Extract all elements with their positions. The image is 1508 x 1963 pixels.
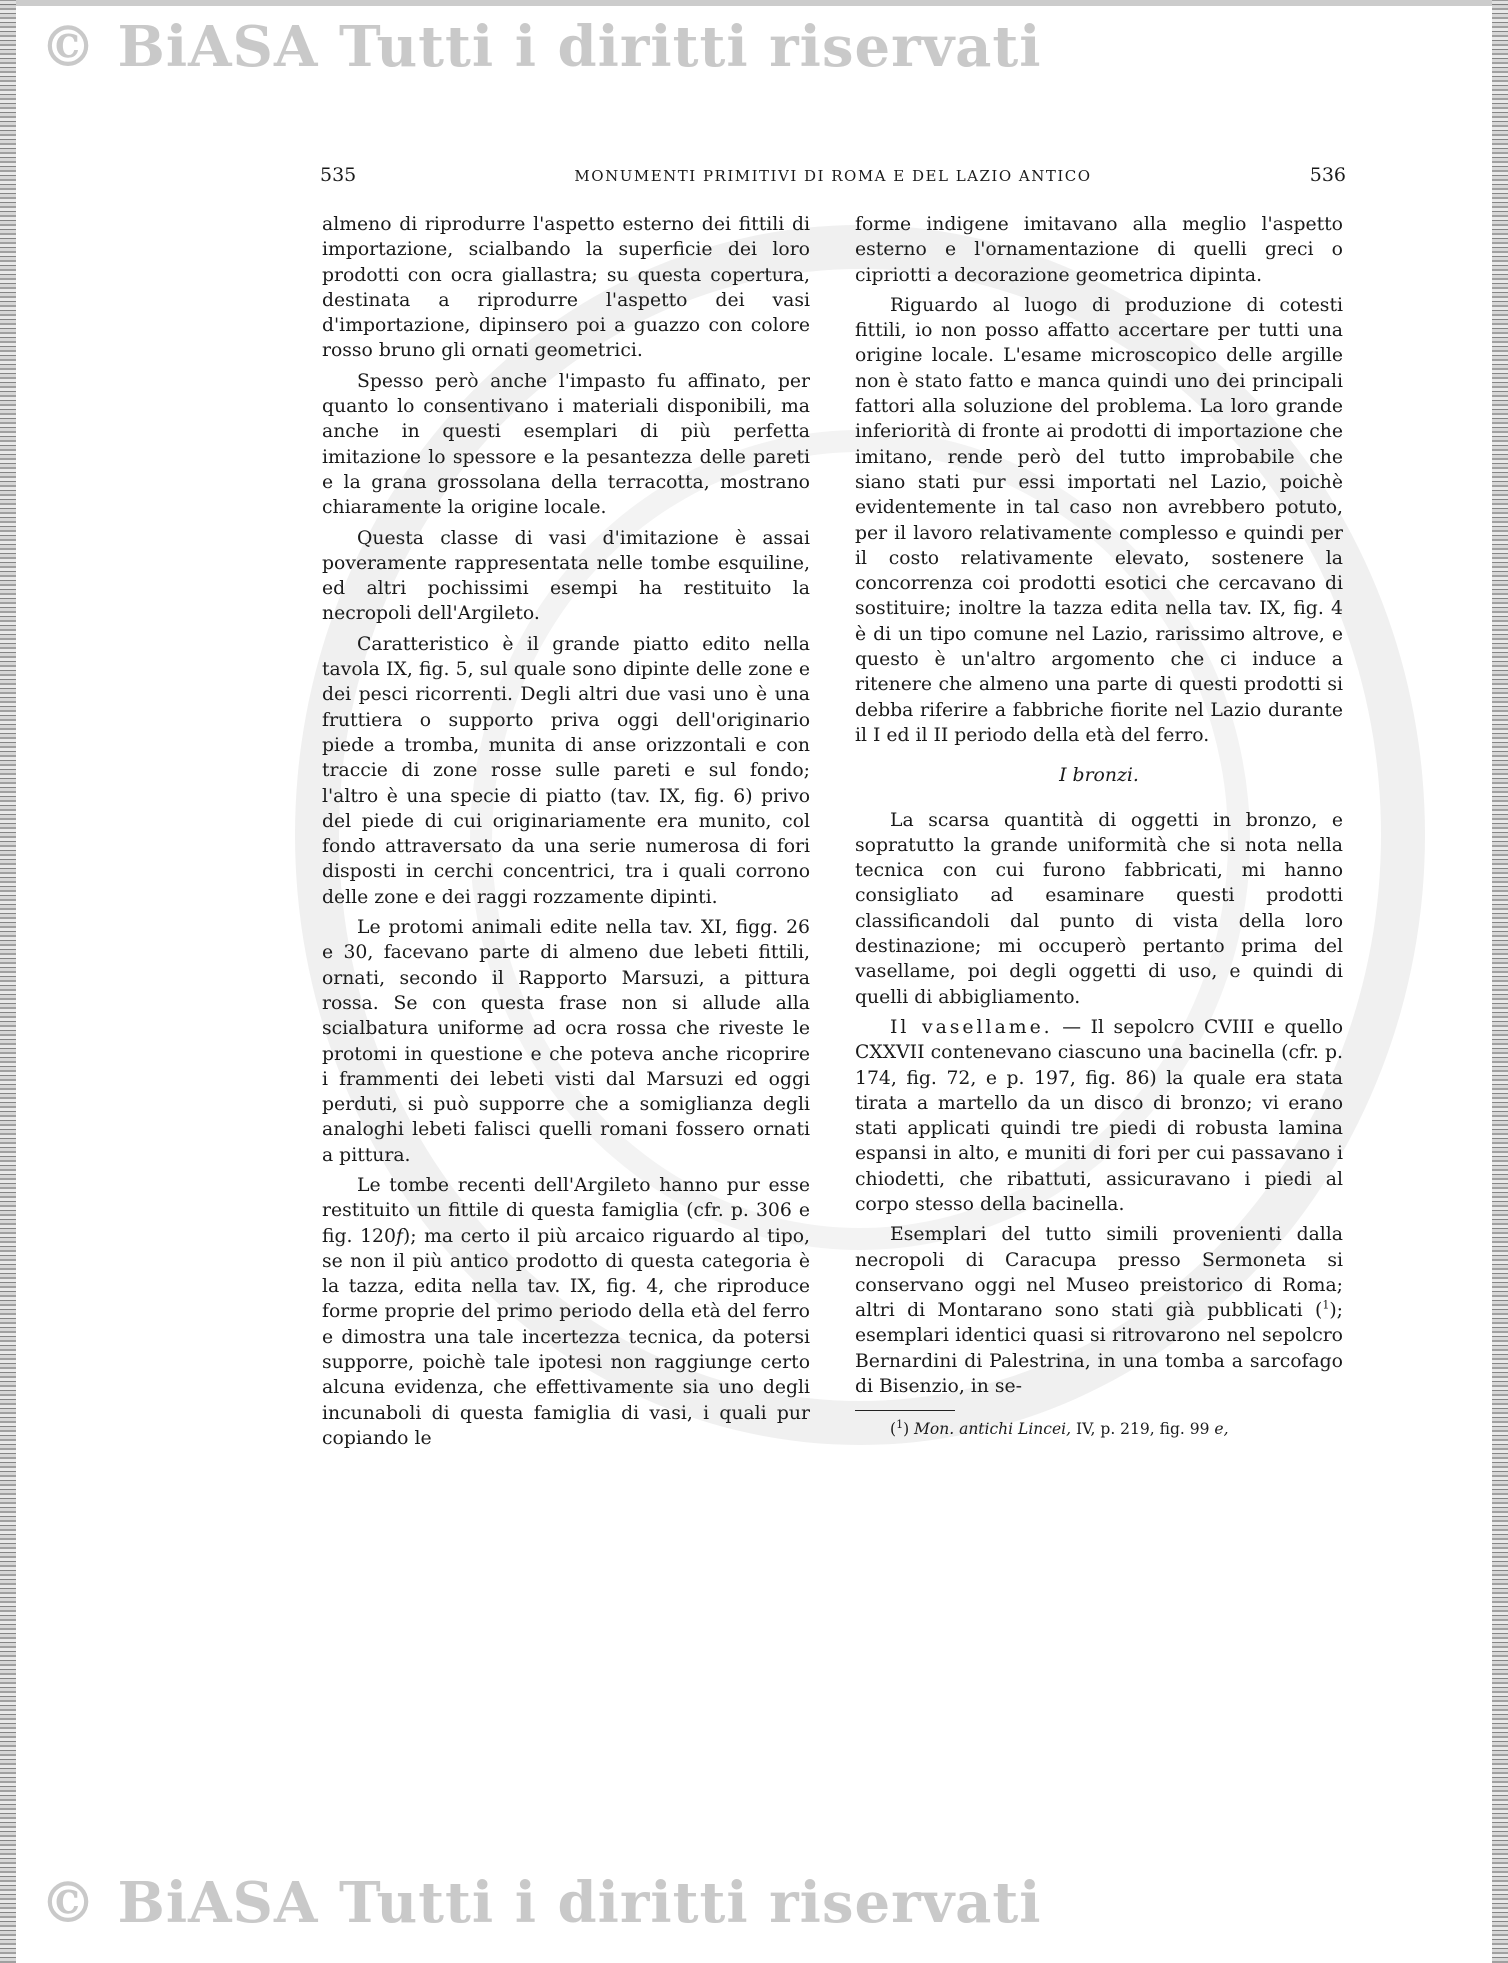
right-paragraph-2: Riguardo al luogo di produzione di cotesti fittili, io non posso affatto accertare per tutti una origine locale. L'esame microscopico delle argille non è stato fatto e manca quindi uno dei principali fattori alla soluzione del problema. La loro grande inferiorità di fronte ai prodotti di importazione che imitano, rende però del tutto improbabile che siano stati pur essi importati nel Lazio, poichè evidentemente in tal caso non avrebbero potuto, per il lavoro relativamente complesso e quindi per il costo relativamente elevato, sostenere la concorrenza coi prodotti esotici che cercavano di sostituire; inoltre la tazza edita nella tav. IX, fig. 4 è di un tipo comune nel Lazio, rarissimo altrove, e questo è un'altro argomento che ci induce a ritenere che almeno una parte di questi prodotti si debba riferire a fabbriche fiorite nel Lazio durante il I ed il II periodo della età del ferro. bbox=[855, 294, 1343, 746]
left-paragraph-2: Spesso però anche l'impasto fu affinato, per quanto lo consentivano i materiali disponibili, ma anche in questi esemplari di più perfetta imitazione lo spessore e la pesantezza delle pareti e la grana grossolana della terracotta, mostrano chiaramente la origine locale. bbox=[322, 370, 810, 519]
right-paragraph-5-start: Esemplari del tutto simili provenienti dalla necropoli di Caracupa presso Sermoneta si conservano oggi nel Museo preistorico di Roma; altri di Montarano sono stati già pubblicati ( bbox=[855, 1224, 1343, 1322]
footnote-letter: e, bbox=[1214, 1420, 1229, 1439]
scan-top-edge bbox=[0, 0, 1508, 6]
fig-letter: f bbox=[395, 1225, 403, 1247]
footnote-marker: 1 bbox=[896, 1418, 904, 1432]
right-paragraph-5-end: ); esemplari identici quasi si ritrovarono nel sepolcro Bernardini di Palestrina, in una tomba a sarcofago di Bisenzio, in se- bbox=[855, 1300, 1343, 1398]
footnote-rule bbox=[855, 1410, 955, 1411]
right-paragraph-5 bbox=[855, 1222, 1343, 1399]
right-paragraph-3: La scarsa quantità di oggetti in bronzo, e sopratutto la grande uniformità che si nota nella tecnica con cui furono fabbricati, mi hanno consigliato ad esaminare questi prodotti classificandoli dal punto di vista della loro destinazione; mi occuperò pertanto prima del vasellame, poi degli oggetti di uso, e quindi di quelli di abbigliamento. bbox=[855, 809, 1343, 1008]
section-title-bronzi: I bronzi. bbox=[1059, 765, 1139, 787]
footnote-citation: IV, p. 219, fig. 99 bbox=[1071, 1420, 1215, 1439]
left-paragraph-1: almeno di riprodurre l'aspetto esterno dei fittili di importazione, scialbando la superficie dei loro prodotti con ocra giallastra; su questa copertura, destinata a riprodurre l'aspetto dei vasi d'importazione, dipinsero poi a guazzo con colore rosso bruno gli ornati geometrici. bbox=[322, 214, 810, 362]
running-header bbox=[320, 164, 1346, 192]
running-title: MONUMENTI PRIMITIVI DI ROMA E DEL LAZIO ANTICO bbox=[574, 167, 1092, 185]
scan-left-edge bbox=[0, 0, 16, 1963]
footnote-ref[interactable]: 1 bbox=[1322, 1298, 1330, 1312]
left-paragraph-6-start: Le tombe recenti dell'Argileto hanno pur esse restituito un fittile di questa famiglia (cfr. p. 306 e fig. 120 bbox=[322, 1174, 810, 1247]
right-paragraph-4-text: — Il sepolcro CVIII e quello CXXVII contenevano ciascuno una bacinella (cfr. p. 174, fig. 72, e p. 197, fig. 86) la quale era stata tirata a martello da un disco di bronzo; vi erano stati applicati quindi tre piedi di robusta lamina espansi in alto, e muniti di fori per cui passavano i chiodetti, che ribattuti, assicuravano i piedi al corpo stesso della bacinella. bbox=[855, 1016, 1343, 1215]
right-column bbox=[855, 212, 1343, 1444]
left-paragraph-4: Caratteristico è il grande piatto edito nella tavola IX, fig. 5, sul quale sono dipinte delle zone e dei pesci ricorrenti. Degli altri due vasi uno è una fruttiera o supporto priva oggi dell'originario piede a tromba, munita di anse orizzontali e con traccie di zone rosse sulle pareti e sul fondo; l'altro è una specie di piatto (tav. IX, fig. 6) privo del piede di cui originariamente era munito, col fondo attraversato da una serie numerosa di fori disposti in cerchi concentrici, tra i quali corrono delle zone e dei raggi rozzamente dipinti. bbox=[322, 633, 810, 908]
scan-right-edge bbox=[1492, 0, 1508, 1963]
left-column bbox=[322, 212, 810, 1456]
right-paragraph-1: forme indigene imitavano alla meglio l'aspetto esterno e l'ornamentazione di quelli greci o cipriotti a decorazione geometrica dipinta. bbox=[855, 214, 1343, 286]
left-paragraph-5: Le protomi animali edite nella tav. XI, figg. 26 e 30, facevano parte di almeno due lebeti fittili, ornati, secondo il Rapporto Marsuzi, a pittura rossa. Se con questa frase non si allude alla scialbatura uniforme ad ocra rossa che riveste le protomi in questione e che poteva anche ricoprire i frammenti dei lebeti visti dal Marsuzi ed oggi perduti, si può supporre che a somiglianza degli analoghi lebeti falisci quelli romani fossero ornati a pittura. bbox=[322, 917, 810, 1166]
footnote-source: Mon. antichi Lincei, bbox=[914, 1420, 1072, 1439]
page-number-right: 536 bbox=[1309, 164, 1346, 186]
subsection-vasellame: Il vasellame. bbox=[890, 1016, 1053, 1038]
page-number-left: 535 bbox=[320, 164, 357, 186]
watermark-top: © BiASA Tutti i diritti riservati bbox=[40, 14, 1042, 80]
right-paragraph-4 bbox=[855, 1015, 1343, 1217]
left-paragraph-3: Questa classe di vasi d'imitazione è assai poveramente rappresentata nelle tombe esquiline, ed altri pochissimi esempi ha restituito la necropoli dell'Argileto. bbox=[322, 527, 810, 625]
left-paragraph-6-end: ); ma certo il più arcaico riguardo al tipo, se non il più antico prodotto di questa categoria è la tazza, edita nella tav. IX, fig. 4, che riproduce forme proprie del primo periodo della età del ferro e dimostra una tale incertezza tecnica, da potersi supporre, poichè tale ipotesi non raggiunge certo alcuna evidenza, che effettivamente sia uno degli incunaboli di questa famiglia di vasi, i quali pur copiando le bbox=[322, 1225, 811, 1449]
left-paragraph-6 bbox=[322, 1173, 810, 1451]
watermark-bottom: © BiASA Tutti i diritti riservati bbox=[40, 1870, 1042, 1936]
footnote: ($^1$) Mon. antichi Lincei, IV, p. 219, fig. 99 e, bbox=[890, 1418, 1229, 1439]
